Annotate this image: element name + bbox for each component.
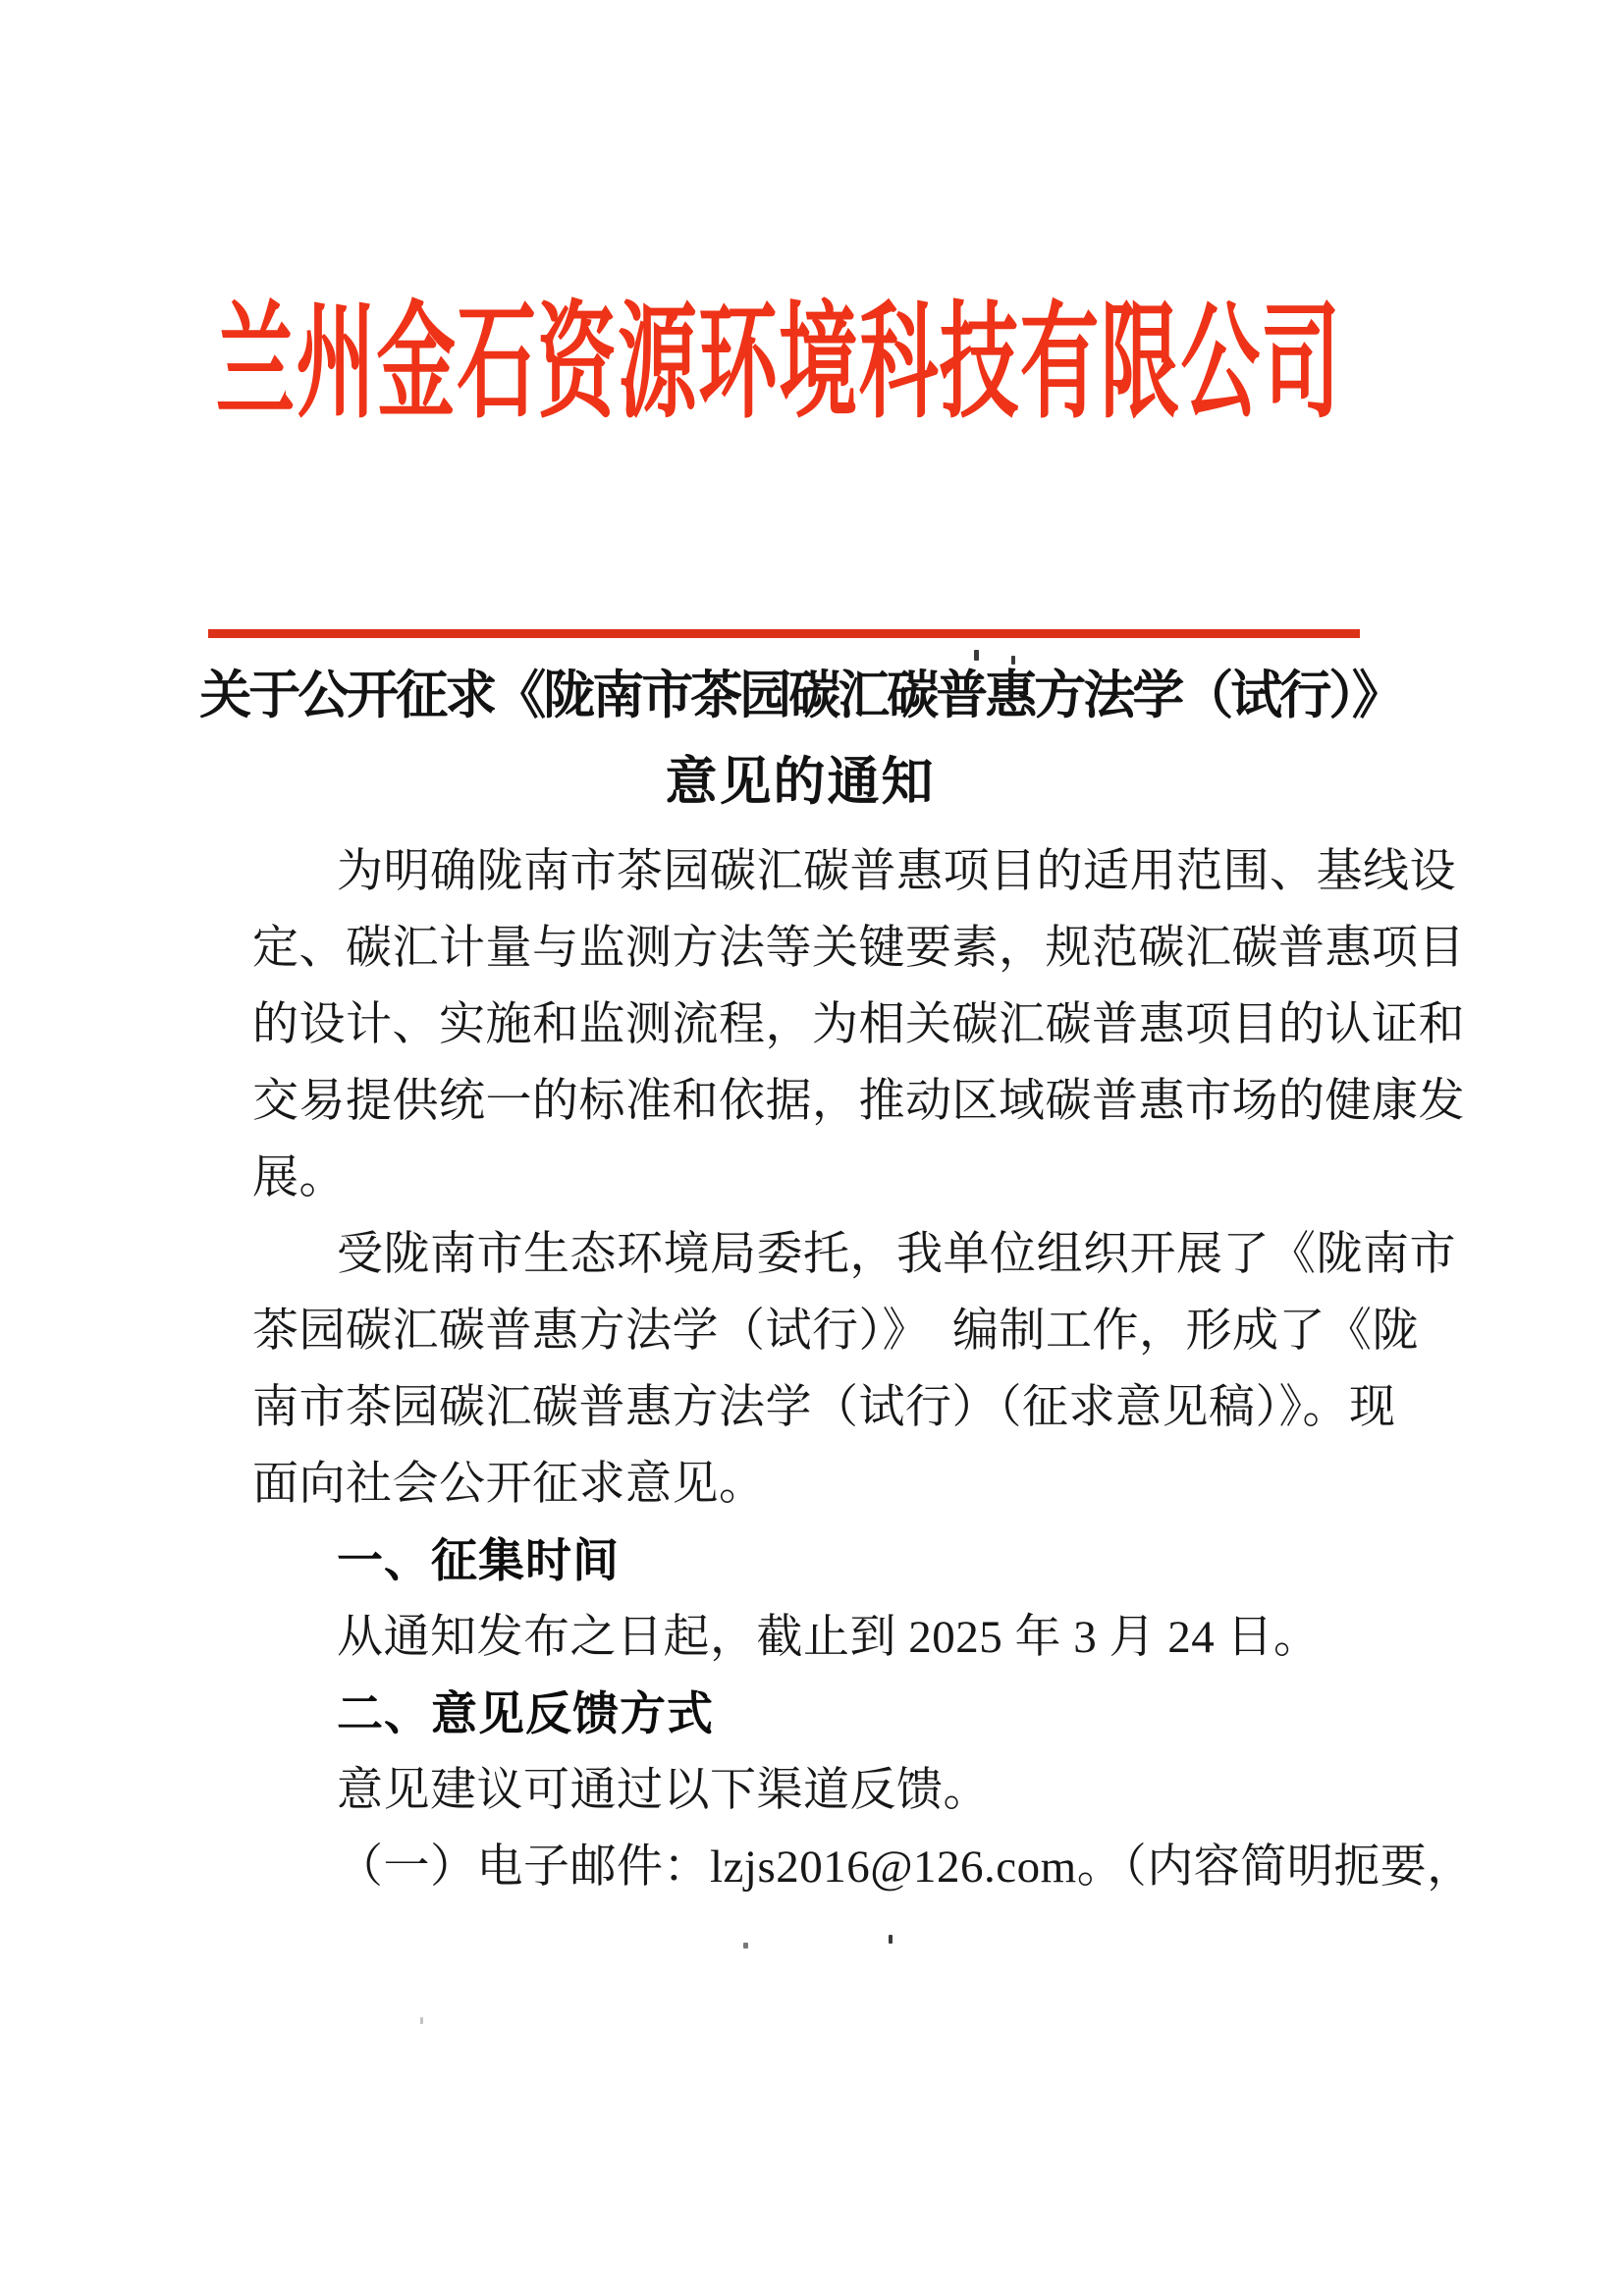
body-line: 交易提供统一的标准和依据，推动区域碳普惠市场的健康发 <box>252 1076 1465 1127</box>
body-line: 受陇南市生态环境局委托，我单位组织开展了《陇南市 <box>337 1229 1456 1280</box>
red-divider-line <box>208 629 1360 638</box>
body-line: 展。 <box>252 1152 346 1203</box>
scan-speck <box>1011 656 1015 665</box>
section-heading-2: 二、意见反馈方式 <box>337 1687 714 1739</box>
body-line-email: （一）电子邮件：lzjs2016@126.com。（内容简明扼要， <box>337 1842 1474 1893</box>
company-letterhead: 兰州金石资源环境科技有限公司 <box>215 294 1342 433</box>
body-line: 的设计、实施和监测流程，为相关碳汇碳普惠项目的认证和 <box>252 999 1465 1050</box>
title-line-1: 关于公开征求《陇南市茶园碳汇碳普惠方法学（试行）》 <box>199 667 1401 724</box>
scan-speck <box>974 650 979 661</box>
body-line: 定、碳汇计量与监测方法等关键要素，规范碳汇碳普惠项目 <box>252 923 1465 974</box>
section-heading-1: 一、征集时间 <box>337 1534 620 1586</box>
scan-speck <box>743 1943 748 1949</box>
body-line: 面向社会公开征求意见。 <box>252 1459 766 1510</box>
title-line-2: 意见的通知 <box>665 754 936 811</box>
body-line: 为明确陇南市茶园碳汇碳普惠项目的适用范围、基线设 <box>337 846 1456 897</box>
document-body <box>252 833 1474 1905</box>
scan-speck <box>420 2017 423 2024</box>
body-line: 从通知发布之日起，截止到 2025 年 3 月 24 日。 <box>337 1612 1321 1663</box>
body-line: 茶园碳汇碳普惠方法学（试行）》 编制工作，形成了《陇 <box>252 1306 1419 1357</box>
body-line: 南市茶园碳汇碳普惠方法学（试行）（征求意见稿）》。现 <box>252 1382 1396 1433</box>
body-line: 意见建议可通过以下渠道反馈。 <box>337 1765 990 1816</box>
document-title <box>137 653 1463 826</box>
scan-speck <box>889 1935 893 1944</box>
